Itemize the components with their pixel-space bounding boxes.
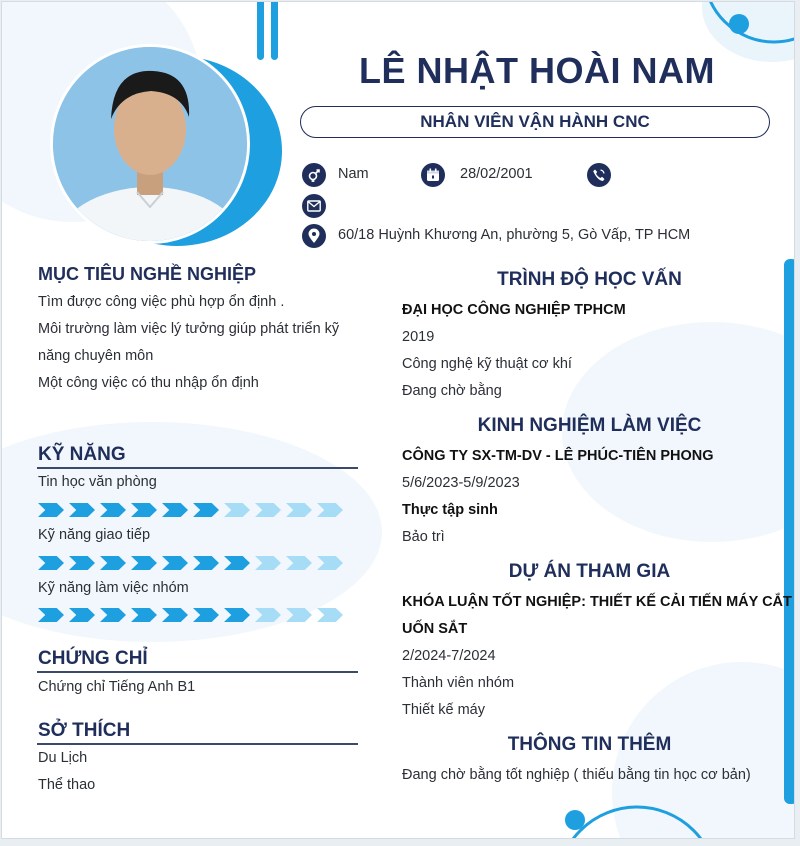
skill-chevron xyxy=(162,608,188,622)
candidate-name: LÊ NHẬT HOÀI NAM xyxy=(359,50,715,91)
job-title-pill: NHÂN VIÊN VẬN HÀNH CNC xyxy=(300,106,770,138)
skill-chevron xyxy=(193,503,219,517)
skill-name: Tin học văn phòng xyxy=(38,474,157,490)
decor-bar-right xyxy=(784,259,795,804)
objective-line-2: Môi trường làm việc lý tưởng giúp phát triển kỹ xyxy=(38,321,340,337)
project-title-line-1: KHÓA LUẬN TỐT NGHIỆP: THIẾT KẾ CẢI TIẾN MÁY CẮT xyxy=(402,594,792,610)
avatar xyxy=(50,44,250,244)
skill-name: Kỹ năng làm việc nhóm xyxy=(38,580,189,596)
skill-chevron xyxy=(100,503,126,517)
skill-chevron xyxy=(224,608,250,622)
location-icon xyxy=(302,224,326,248)
email-icon xyxy=(302,194,326,218)
skill-rating xyxy=(38,555,358,571)
skill-rating xyxy=(38,502,358,518)
skills-underline xyxy=(37,467,358,469)
experience-task: Bảo trì xyxy=(402,529,445,545)
skill-chevron xyxy=(193,556,219,570)
skill-chevron xyxy=(38,608,64,622)
skill-chevron xyxy=(100,556,126,570)
skill-name: Kỹ năng giao tiếp xyxy=(38,527,151,543)
decor-circle-bottom xyxy=(542,797,795,839)
certificates-underline xyxy=(37,671,358,673)
project-role: Thành viên nhóm xyxy=(402,675,515,691)
objective-line-1: Tìm được công việc phù hợp ổn định . xyxy=(38,294,285,310)
objective-line-3: năng chuyên môn xyxy=(38,348,154,364)
education-status: Đang chờ bằng xyxy=(402,383,502,399)
birthdate-value: 28/02/2001 xyxy=(460,166,533,182)
skill-chevron xyxy=(286,556,312,570)
objective-heading: MỤC TIÊU NGHỀ NGHIỆP xyxy=(38,264,257,284)
education-year: 2019 xyxy=(402,329,435,345)
project-task: Thiết kế máy xyxy=(402,702,485,718)
education-heading: TRÌNH ĐỘ HỌC VẤN xyxy=(497,269,682,290)
skill-chevron xyxy=(69,608,95,622)
skills-heading: KỸ NĂNG xyxy=(38,444,126,465)
skill-chevron xyxy=(193,608,219,622)
address-value: 60/18 Huỳnh Khương An, phường 5, Gò Vấp, TP HCM xyxy=(338,227,691,243)
certificates-heading: CHỨNG CHỈ xyxy=(38,648,148,669)
experience-company: CÔNG TY SX-TM-DV - LÊ PHÚC-TIÊN PHONG xyxy=(402,448,714,464)
skill-chevron xyxy=(286,608,312,622)
project-title-line-2: UỐN SẮT xyxy=(402,621,468,637)
experience-role: Thực tập sinh xyxy=(402,502,498,518)
skill-chevron xyxy=(317,503,343,517)
skill-chevron xyxy=(286,503,312,517)
skill-chevron xyxy=(38,556,64,570)
additional-info-text: Đang chờ bằng tốt nghiệp ( thiếu bằng tin học cơ bản) xyxy=(402,767,751,783)
gender-icon xyxy=(302,163,326,187)
experience-period: 5/6/2023-5/9/2023 xyxy=(402,475,520,491)
hobbies-underline xyxy=(37,743,358,745)
education-school: ĐẠI HỌC CÔNG NGHIỆP TPHCM xyxy=(402,302,626,318)
skill-chevron xyxy=(317,608,343,622)
decor-bar-2 xyxy=(271,2,278,60)
gender-value: Nam xyxy=(338,166,369,182)
skill-rating xyxy=(38,607,358,623)
skill-chevron xyxy=(38,503,64,517)
skill-chevron xyxy=(69,556,95,570)
phone-icon xyxy=(587,163,611,187)
skill-chevron xyxy=(224,503,250,517)
hobbies-heading: SỞ THÍCH xyxy=(38,720,131,741)
skill-chevron xyxy=(255,608,281,622)
objective-line-4: Một công việc có thu nhập ổn định xyxy=(38,375,259,391)
calendar-icon xyxy=(421,163,445,187)
project-period: 2/2024-7/2024 xyxy=(402,648,496,664)
cv-page xyxy=(1,1,795,839)
hobby-item: Du Lịch xyxy=(38,750,88,766)
skill-chevron xyxy=(255,556,281,570)
skill-chevron xyxy=(131,503,157,517)
skill-chevron xyxy=(100,608,126,622)
skill-chevron xyxy=(69,503,95,517)
education-major: Công nghệ kỹ thuật cơ khí xyxy=(402,356,572,372)
additional-info-heading: THÔNG TIN THÊM xyxy=(507,734,672,755)
projects-heading: DỰ ÁN THAM GIA xyxy=(508,561,671,582)
skill-chevron xyxy=(224,556,250,570)
skill-chevron xyxy=(162,503,188,517)
experience-heading: KINH NGHIỆM LÀM VIỆC xyxy=(477,415,702,436)
certificate-item: Chứng chỉ Tiếng Anh B1 xyxy=(38,679,196,695)
hobby-item: Thể thao xyxy=(38,777,96,793)
decor-bar-1 xyxy=(257,2,264,60)
skill-chevron xyxy=(131,608,157,622)
skill-chevron xyxy=(131,556,157,570)
skill-chevron xyxy=(317,556,343,570)
skill-chevron xyxy=(162,556,188,570)
skill-chevron xyxy=(255,503,281,517)
